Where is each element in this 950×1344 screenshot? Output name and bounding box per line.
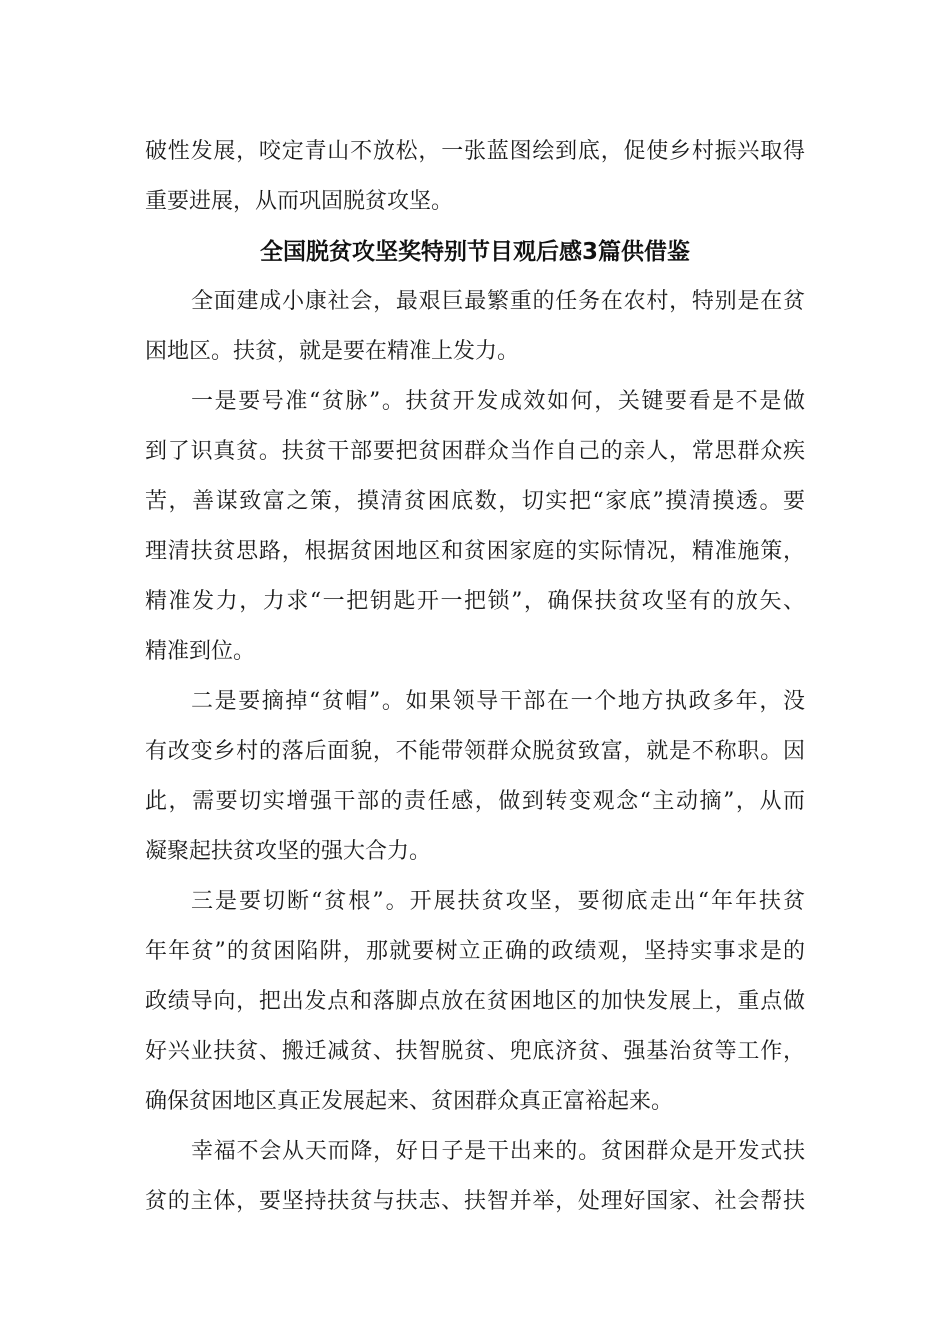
paragraph-line: 确保贫困地区真正发展起来、贫困群众真正富裕起来。: [145, 1089, 674, 1114]
paragraph-line: 凝聚起扶贫攻坚的强大合力。: [145, 839, 432, 864]
paragraph-line: 好兴业扶贫、搬迁减贫、扶智脱贫、兜底济贫、强基治贫等工作，: [145, 1039, 805, 1064]
document-title: 全国脱贫攻坚奖特别节目观后感3篇供借鉴: [259, 239, 690, 265]
paragraph-line: 苦，善谋致富之策，摸清贫困底数，切实把“家底”摸清摸透。要: [145, 489, 805, 514]
paragraph-line: 二是要摘掉“贫帽”。如果领导干部在一个地方执政多年，没: [191, 689, 805, 714]
paragraph-line: 一是要号准“贫脉”。扶贫开发成效如何，关键要看是不是做: [191, 389, 805, 414]
paragraph-line: 重要进展，从而巩固脱贫攻坚。: [145, 189, 454, 214]
paragraph-line: 贫的主体，要坚持扶贫与扶志、扶智并举，处理好国家、社会帮扶: [145, 1189, 805, 1214]
paragraph-line: 困地区。扶贫，就是要在精准上发力。: [145, 339, 520, 364]
paragraph-line: 到了识真贫。扶贫干部要把贫困群众当作自己的亲人，常思群众疾: [145, 439, 805, 464]
paragraph-line: 精准发力，力求“一把钥匙开一把锁”，确保扶贫攻坚有的放矢、: [145, 589, 805, 614]
paragraph-line: 理清扶贫思路，根据贫困地区和贫困家庭的实际情况，精准施策，: [145, 539, 805, 564]
paragraph-line: 此，需要切实增强干部的责任感，做到转变观念“主动摘”，从而: [145, 789, 805, 814]
paragraph-line: 精准到位。: [145, 639, 256, 664]
paragraph-line: 破性发展，咬定青山不放松，一张蓝图绘到底，促使乡村振兴取得: [145, 139, 805, 164]
paragraph-line: 三是要切断“贫根”。开展扶贫攻坚，要彻底走出“年年扶贫: [191, 889, 805, 914]
paragraph-line: 幸福不会从天而降，好日子是干出来的。贫困群众是开发式扶: [191, 1139, 805, 1164]
paragraph-line: 全面建成小康社会，最艰巨最繁重的任务在农村，特别是在贫: [191, 289, 805, 314]
paragraph-line: 年年贫”的贫困陷阱，那就要树立正确的政绩观，坚持实事求是的: [145, 939, 805, 964]
paragraph-line: 有改变乡村的落后面貌，不能带领群众脱贫致富，就是不称职。因: [145, 739, 805, 764]
paragraph-line: 政绩导向，把出发点和落脚点放在贫困地区的加快发展上，重点做: [145, 989, 805, 1014]
